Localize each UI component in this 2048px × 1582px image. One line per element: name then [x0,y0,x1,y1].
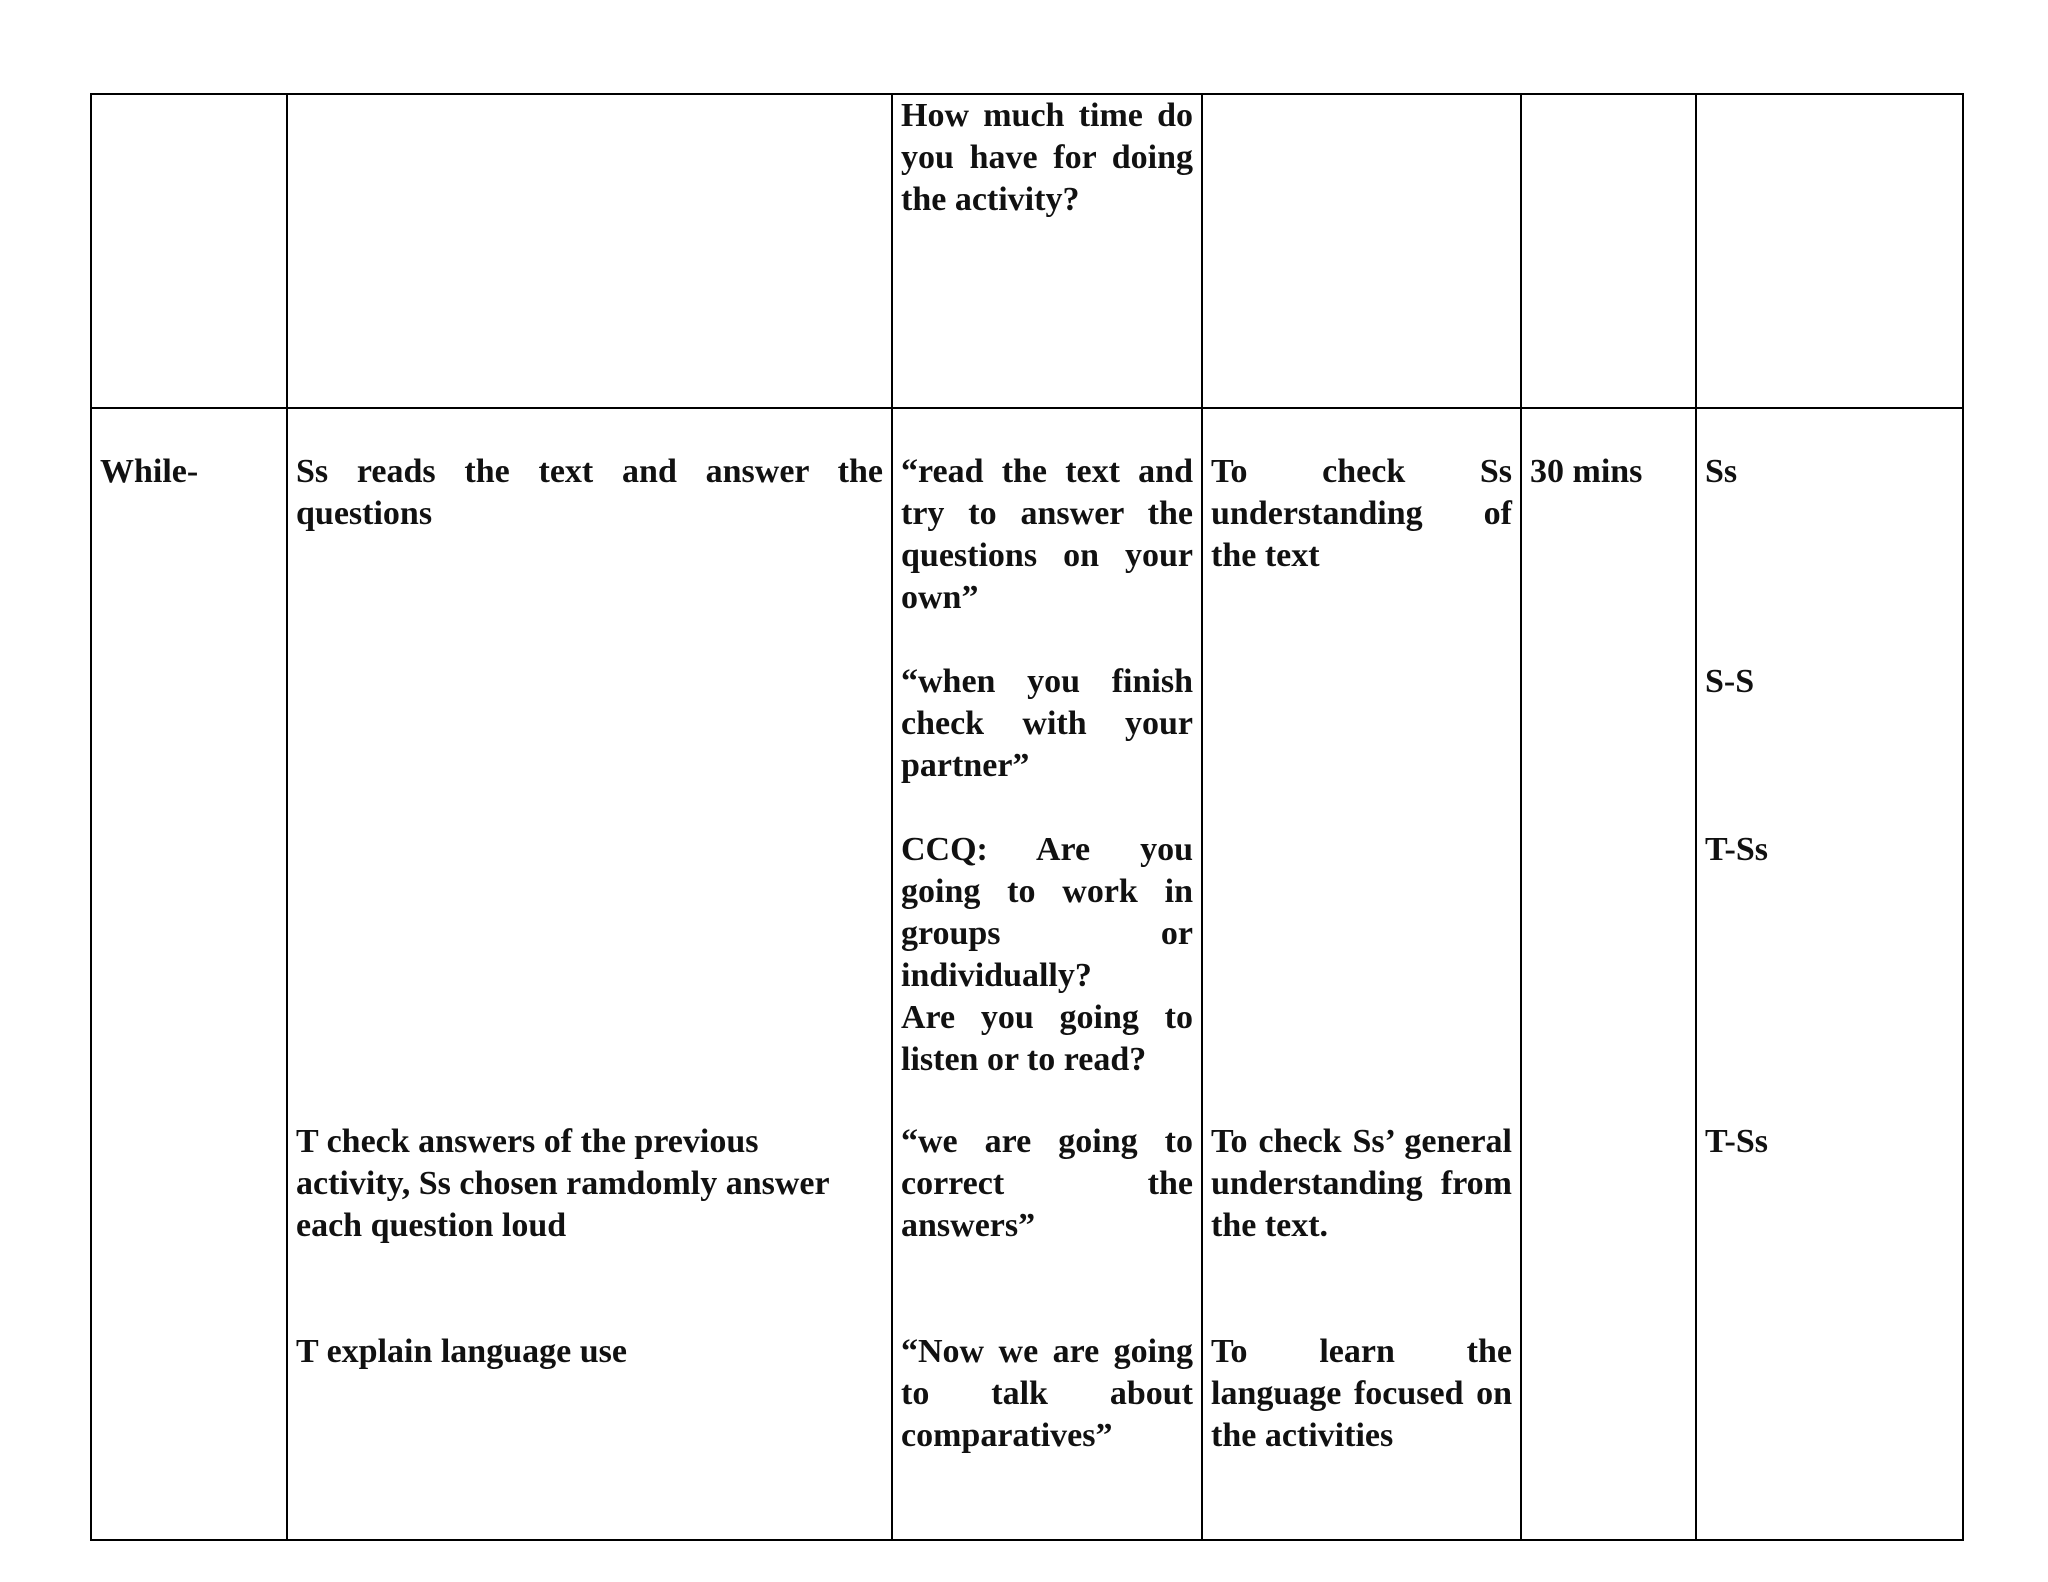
teacher-talk-text: “Now we are going to talk about comparatives” [901,1333,1193,1454]
teacher-talk-text: “we are going to correct the answers” [901,1123,1193,1244]
interaction-cell [1696,94,1963,408]
teacher-talk-text: “read the text and try to answer the questions on your own” [901,453,1193,616]
interaction-label: T-Ss [1705,831,1769,868]
procedure-text: T explain language use [296,1333,627,1370]
time-cell [1521,94,1696,408]
teacher-talk-cell [892,94,1202,408]
stage-cell [91,94,287,408]
table-row [91,408,1963,1540]
procedure-cell [287,94,892,408]
aim-text: To check Ss’ general understanding from the text. [1211,1123,1512,1244]
table-row [91,94,1963,408]
aim-text: To check Ss understanding of the text [1211,453,1512,574]
time-cell [1521,408,1696,1540]
stage-label: While- [100,453,199,490]
teacher-talk-text: CCQ: Are you going to work in groups or individually? [901,831,1193,994]
procedure-text: activity, Ss chosen ramdomly answer [296,1165,830,1202]
aim-cell [1202,94,1521,408]
stage-cell [91,408,287,1540]
time-value: 30 mins [1530,453,1643,490]
procedure-text: each question loud [296,1207,567,1244]
teacher-talk-text: Are you going to listen or to read? [901,999,1193,1078]
teacher-talk-cell [892,408,1202,1540]
instruction-text: How much time do you have for doing the activity? [901,97,1193,218]
lesson-plan-table [90,93,1964,1541]
procedure-cell [287,408,892,1540]
aim-text: To learn the language focused on the activities [1211,1333,1512,1454]
procedure-text: Ss reads the text and answer the questions [296,453,883,532]
aim-cell [1202,408,1521,1540]
interaction-label: S-S [1705,663,1755,700]
teacher-talk-text: “when you finish check with your partner” [901,663,1193,784]
interaction-label: T-Ss [1705,1123,1769,1160]
procedure-text: T check answers of the previous [296,1123,759,1160]
interaction-cell [1696,408,1963,1540]
interaction-label: Ss [1705,453,1738,490]
